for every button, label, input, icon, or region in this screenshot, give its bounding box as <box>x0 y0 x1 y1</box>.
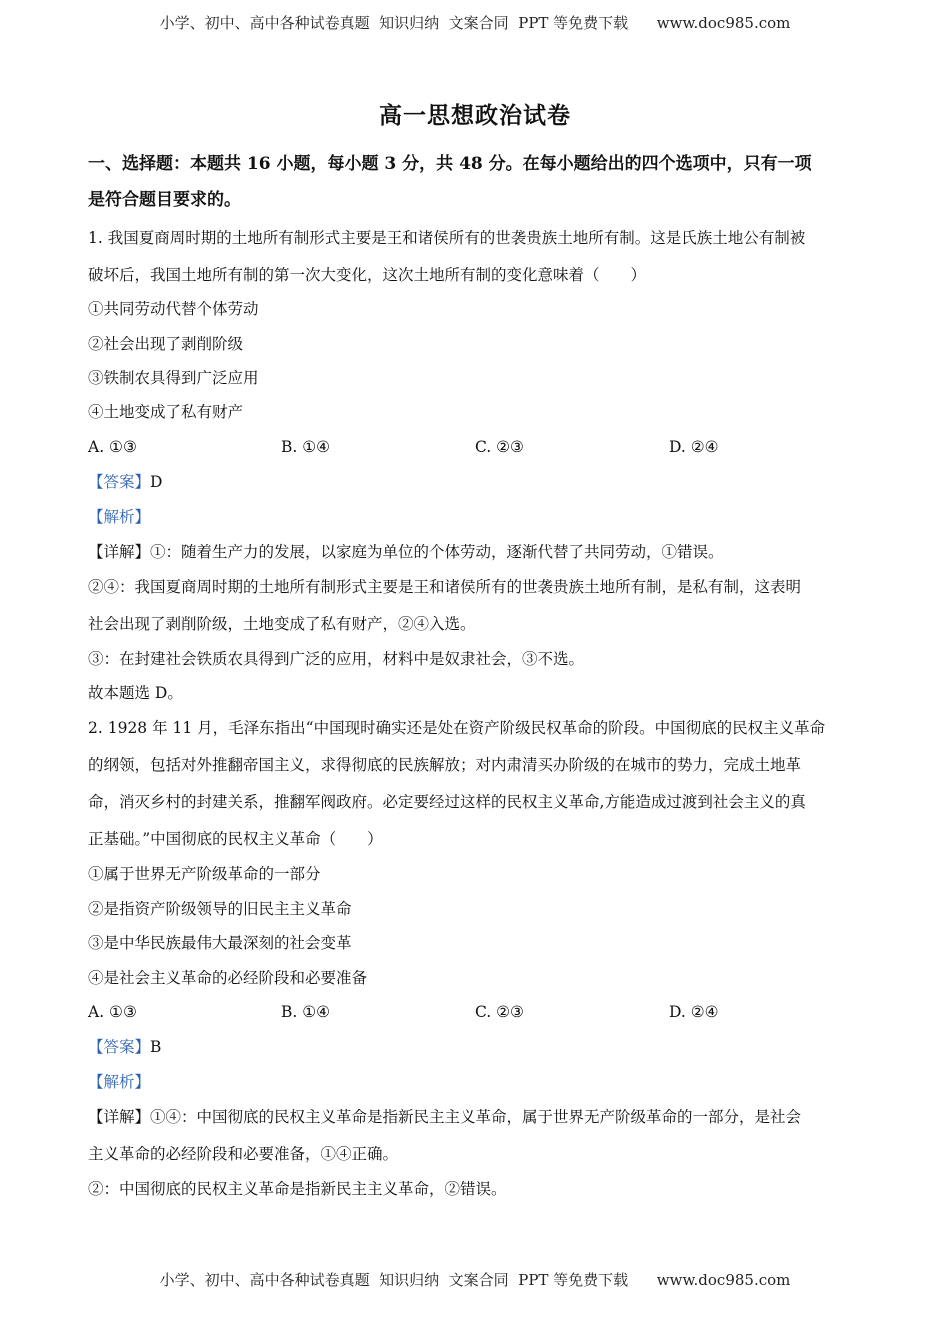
page-header: 小学、初中、高中各种试卷真题 知识归纳 文案合同 PPT 等免费下载 www.doc985.com <box>159 14 791 32</box>
q1-item-4: ④土地变成了私有财产 <box>88 403 244 421</box>
q2-item-4: ④是社会主义革命的必经阶段和必要准备 <box>88 969 368 987</box>
section-heading-line2: 是符合题目要求的。 <box>88 190 241 210</box>
detail-tag: 【详解】 <box>88 1108 151 1126</box>
q1-analysis-tag: 【解析】 <box>88 508 151 526</box>
q2-option-b: B. ①④ <box>281 1003 331 1021</box>
q1-option-d: D. ②④ <box>669 438 719 456</box>
q2-detail-line1 <box>88 1107 868 1127</box>
q1-stem-line2: 破坏后，我国土地所有制的第一次大变化，这次土地所有制的变化意味着（ ） <box>88 266 647 284</box>
q1-detail-line2: ②④：我国夏商周时期的土地所有制形式主要是王和诸侯所有的世袭贵族土地所有制，是私有制，这表明 <box>88 578 802 596</box>
q2-stem-line2: 的纲领，包括对外推翻帝国主义，求得彻底的民族解放；对内肃清买办阶级的在城市的势力，完成土地革 <box>88 756 802 774</box>
q2-option-d: D. ②④ <box>669 1003 719 1021</box>
q1-item-3: ③铁制农具得到广泛应用 <box>88 369 259 387</box>
q1-item-2: ②社会出现了剥削阶级 <box>88 335 244 353</box>
q1-detail-line3: 社会出现了剥削阶级，土地变成了私有财产，②④入选。 <box>88 615 476 633</box>
q2-answer <box>88 1037 868 1057</box>
q1-detail-line4: ③：在封建社会铁质农具得到广泛的应用，材料中是奴隶社会，③不选。 <box>88 650 585 668</box>
answer-tag: 【答案】 <box>88 1038 151 1056</box>
page-footer: 小学、初中、高中各种试卷真题 知识归纳 文案合同 PPT 等免费下载 www.doc985.com <box>159 1271 791 1289</box>
detail-text: ①④：中国彻底的民权主义革命是指新民主主义革命，属于世界无产阶级革命的一部分，是社会 <box>150 1108 802 1126</box>
q1-conclusion: 故本题选 D。 <box>88 684 183 702</box>
q2-analysis-tag: 【解析】 <box>88 1073 151 1091</box>
q1-item-1: ①共同劳动代替个体劳动 <box>88 300 259 318</box>
section-heading-line1: 一、选择题：本题共 16 小题，每小题 3 分，共 48 分。在每小题给出的四个选项中，只有一项 <box>88 154 812 174</box>
q2-stem-line1: 2. 1928 年 11 月，毛泽东指出“中国现时确实还是处在资产阶级民权革命的阶段。中国彻底的民权主义革命 <box>88 719 826 737</box>
q2-detail-line3: ②：中国彻底的民权主义革命是指新民主主义革命，②错误。 <box>88 1180 507 1198</box>
detail-tag: 【详解】 <box>88 543 151 561</box>
q2-detail-line2: 主义革命的必经阶段和必要准备，①④正确。 <box>88 1145 399 1163</box>
q2-stem-line4: 正基础。”中国彻底的民权主义革命（ ） <box>88 830 383 848</box>
q1-stem-line1: 1. 我国夏商周时期的土地所有制形式主要是王和诸侯所有的世袭贵族土地所有制。这是氏族土地公有制被 <box>88 229 806 247</box>
q2-item-2: ②是指资产阶级领导的旧民主主义革命 <box>88 900 352 918</box>
answer-tag: 【答案】 <box>88 473 151 491</box>
q1-answer <box>88 472 868 492</box>
q1-option-b: B. ①④ <box>281 438 331 456</box>
q2-item-1: ①属于世界无产阶级革命的一部分 <box>88 865 321 883</box>
q2-option-c: C. ②③ <box>475 1003 524 1021</box>
q1-option-c: C. ②③ <box>475 438 524 456</box>
q2-stem-line3: 命，消灭乡村的封建关系，推翻军阀政府。必定要经过这样的民权主义革命,方能造成过渡到社会主义的真 <box>88 793 806 811</box>
q2-item-3: ③是中华民族最伟大最深刻的社会变革 <box>88 934 352 952</box>
q2-option-a: A. ①③ <box>88 1003 137 1021</box>
page-title: 高一思想政治试卷 <box>379 102 571 129</box>
q1-option-a: A. ①③ <box>88 438 137 456</box>
answer-value: D <box>150 473 163 491</box>
answer-value: B <box>150 1038 162 1056</box>
q1-detail-line1 <box>88 542 868 562</box>
detail-text: ①：随着生产力的发展，以家庭为单位的个体劳动，逐渐代替了共同劳动，①错误。 <box>150 543 724 561</box>
